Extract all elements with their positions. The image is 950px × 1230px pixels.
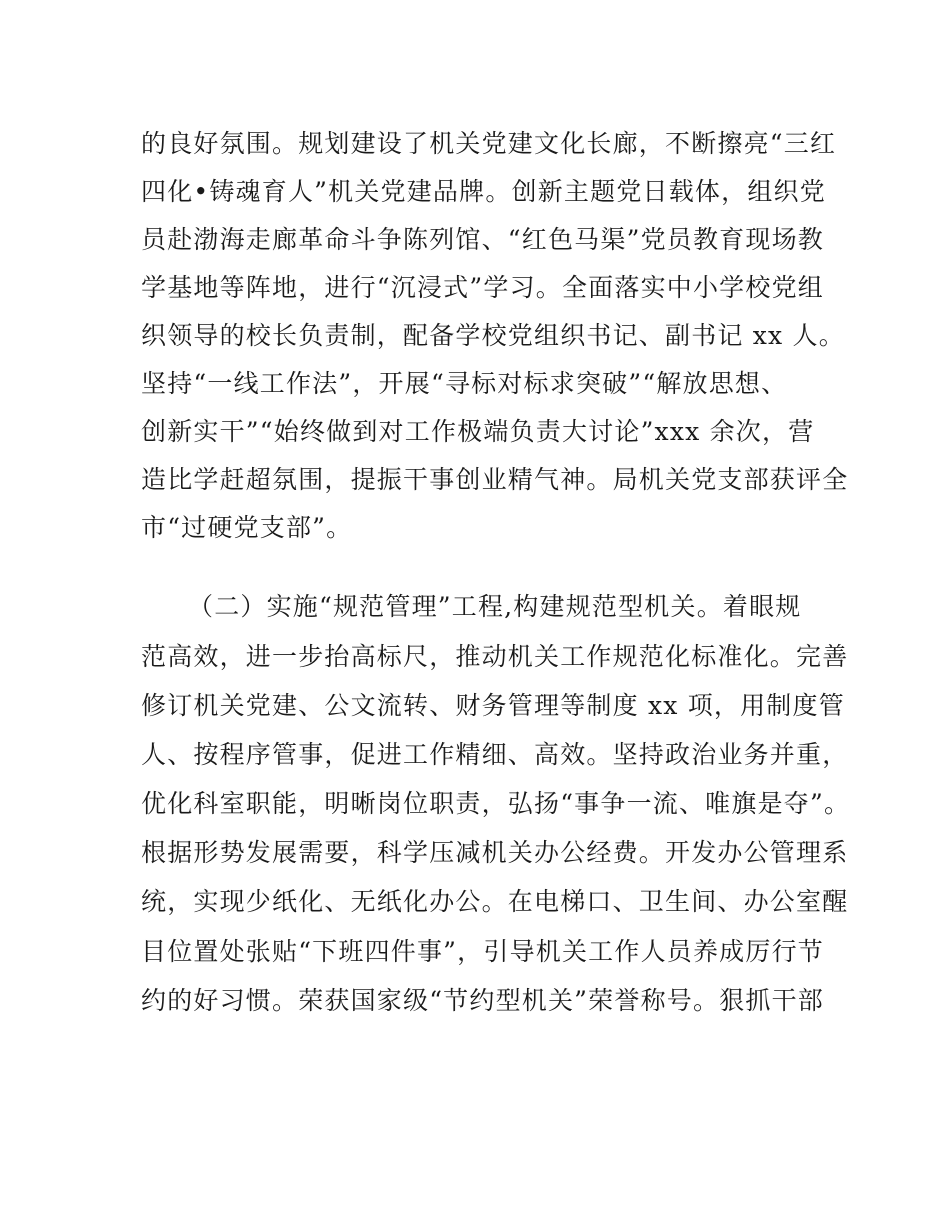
- text-line: 范高效，进一步抬高标尺，推动机关工作规范化标准化。完善: [141, 642, 849, 671]
- text-line: 创新实干”“始终做到对工作极端负责大讨论”xxx 余次，营: [141, 417, 815, 446]
- text-line: 人、按程序管事，促进工作精细、高效。坚持政治业务并重，: [141, 740, 849, 769]
- text-line: 四化•铸魂育人”机关党建品牌。创新主题党日载体，组织党: [141, 177, 826, 206]
- text-line: 统，实现少纸化、无纸化办公。在电梯口、卫生间、办公室醒: [141, 887, 849, 916]
- text-line: 造比学赶超氛围，提振干事创业精气神。局机关党支部获评全: [141, 465, 849, 494]
- text-line: 的良好氛围。规划建设了机关党建文化长廊，不断擦亮“三红: [141, 129, 837, 158]
- text-line: 根据形势发展需要，科学压减机关办公经费。开发办公管理系: [141, 838, 849, 867]
- text-line: 学基地等阵地，进行“沉浸式”学习。全面落实中小学校党组: [141, 273, 824, 302]
- text-line: 坚持“一线工作法”，开展“寻标对标求突破”“解放思想、: [141, 369, 788, 398]
- section-heading-line: （二）实施“规范管理”工程,构建规范型机关。着眼规: [188, 592, 802, 621]
- text-line: 约的好习惯。荣获国家级“节约型机关”荣誉称号。狠抓干部: [141, 986, 824, 1015]
- text-line: 目位置处张贴“下班四件事”，引导机关工作人员养成厉行节: [141, 937, 824, 966]
- text-line: 织领导的校长负责制，配备学校党组织书记、副书记 xx 人。: [141, 321, 845, 350]
- text-line: 员赴渤海走廊革命斗争陈列馆、“红色马渠”党员教育现场教: [141, 225, 824, 254]
- text-line: 优化科室职能，明晰岗位职责，弘扬“事争一流、唯旗是夺”。: [141, 789, 851, 818]
- text-line: 市“过硬党支部”。: [141, 513, 353, 542]
- text-line: 修订机关党建、公文流转、财务管理等制度 xx 项，用制度管: [141, 691, 845, 720]
